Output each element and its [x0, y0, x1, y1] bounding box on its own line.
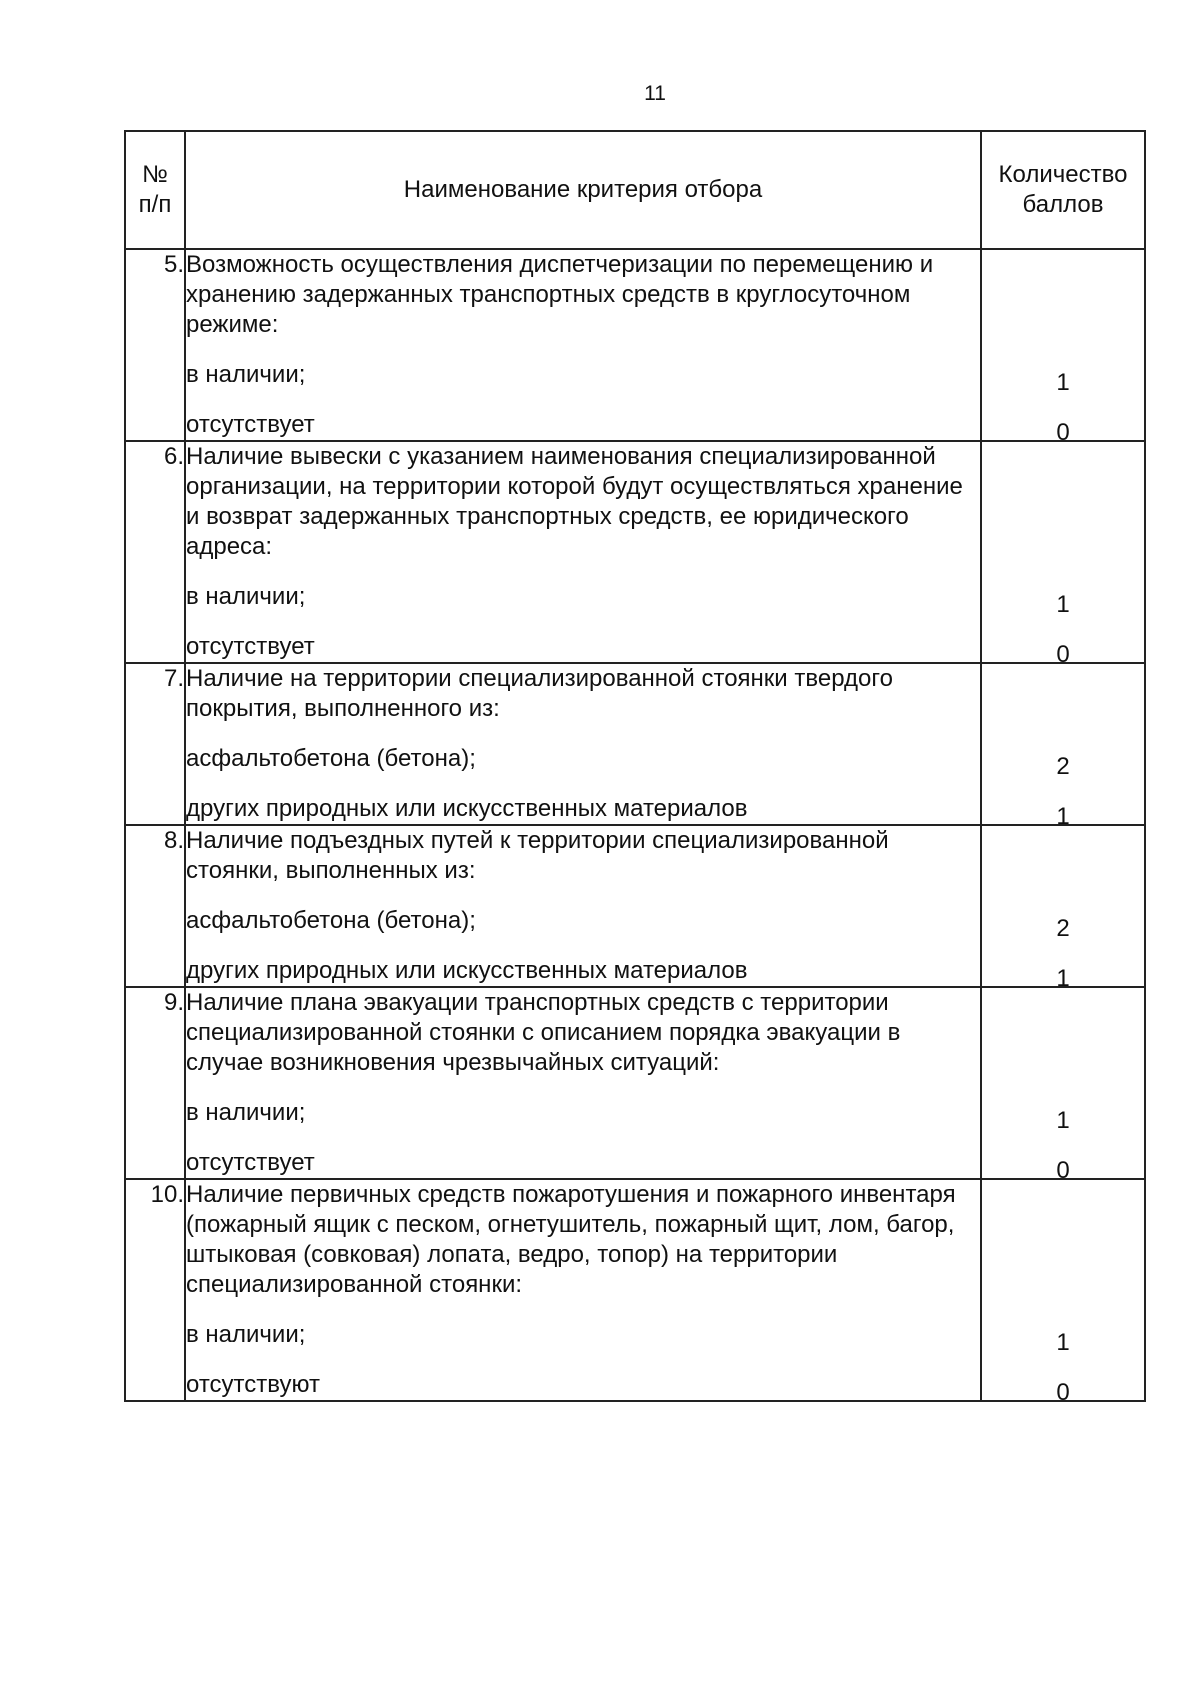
- option-score: 0: [1056, 419, 1070, 446]
- option-label: отсутствует: [186, 411, 315, 438]
- score-cell: [981, 987, 1145, 1184]
- row-number: 6.: [125, 441, 185, 663]
- table-row: [125, 1179, 1145, 1401]
- score-cell: [981, 249, 1145, 446]
- criterion-title: Наличие на территории специализированной стоянки твердого покрытия, выполненного из:: [186, 665, 893, 722]
- score-cell: [981, 441, 1145, 668]
- score-cell: [981, 825, 1145, 992]
- option-label: отсутствуют: [186, 1371, 320, 1398]
- criterion-cell: [185, 441, 981, 663]
- option-score: 1: [1056, 1107, 1070, 1134]
- option-score: 2: [1056, 753, 1070, 780]
- header-number-label: № п/п: [138, 161, 172, 218]
- criterion-cell: [185, 249, 981, 441]
- option-score: 0: [1056, 1379, 1070, 1406]
- row-number: 5.: [125, 249, 185, 441]
- option-label: в наличии;: [186, 361, 306, 388]
- header-name: [185, 131, 981, 249]
- option-label: других природных или искусственных материалов: [186, 957, 748, 984]
- header-score: [981, 131, 1145, 249]
- table-row: [125, 987, 1145, 1179]
- table-row: [125, 663, 1145, 825]
- option-score: 1: [1056, 369, 1070, 396]
- page-number: 11: [644, 82, 666, 105]
- criterion-title: Наличие первичных средств пожаротушения и пожарного инвентаря (пожарный ящик с песком, огнетушитель, пожарный щит, лом, багор, штыковая (совковая) лопата, ведро, топор) на территории специализированной стоянки:: [186, 1181, 956, 1298]
- score-cell: [981, 663, 1145, 830]
- criterion-title: Возможность осуществления диспетчеризации по перемещению и хранению задержанных транспортных средств в круглосуточном режиме:: [186, 251, 934, 338]
- option-label: отсутствует: [186, 1149, 315, 1176]
- table-row: [125, 825, 1145, 987]
- table-row: [125, 441, 1145, 663]
- header-score-label: Количество баллов: [998, 161, 1128, 218]
- option-score: 1: [1056, 591, 1070, 618]
- criterion-title: Наличие плана эвакуации транспортных средств с территории специализированной стоянки с описанием порядка эвакуации в случае возникновения чрезвычайных ситуаций:: [186, 989, 901, 1076]
- option-label: других природных или искусственных материалов: [186, 795, 748, 822]
- option-score: 1: [1056, 965, 1070, 992]
- option-label: в наличии;: [186, 583, 306, 610]
- row-number: 9.: [125, 987, 185, 1179]
- table-row: [125, 249, 1145, 441]
- option-score: 0: [1056, 641, 1070, 668]
- option-label: отсутствует: [186, 633, 315, 660]
- criterion-cell: [185, 825, 981, 987]
- criterion-cell: [185, 663, 981, 825]
- row-number: 8.: [125, 825, 185, 987]
- criterion-cell: [185, 987, 981, 1179]
- header-name-label: Наименование критерия отбора: [403, 176, 763, 203]
- row-number: 7.: [125, 663, 185, 825]
- score-cell: [981, 1179, 1145, 1406]
- table-header-row: [125, 131, 1145, 249]
- option-label: асфальтобетона (бетона);: [186, 745, 476, 772]
- option-score: 2: [1056, 915, 1070, 942]
- row-number: 10.: [125, 1179, 185, 1401]
- option-label: асфальтобетона (бетона);: [186, 907, 476, 934]
- option-label: в наличии;: [186, 1099, 306, 1126]
- option-score: 0: [1056, 1157, 1070, 1184]
- option-label: в наличии;: [186, 1321, 306, 1348]
- criteria-table: [124, 130, 1146, 1406]
- criterion-title: Наличие вывески с указанием наименования специализированной организации, на территории которой будут осуществляться хранение и возврат задержанных транспортных средств, ее юридического адреса:: [186, 443, 963, 560]
- option-score: 1: [1056, 1329, 1070, 1356]
- criterion-title: Наличие подъездных путей к территории специализированной стоянки, выполненных из:: [186, 827, 889, 884]
- criteria-body: [125, 249, 1145, 1406]
- option-score: 1: [1056, 803, 1070, 830]
- criterion-cell: [185, 1179, 981, 1401]
- header-number: [125, 131, 185, 249]
